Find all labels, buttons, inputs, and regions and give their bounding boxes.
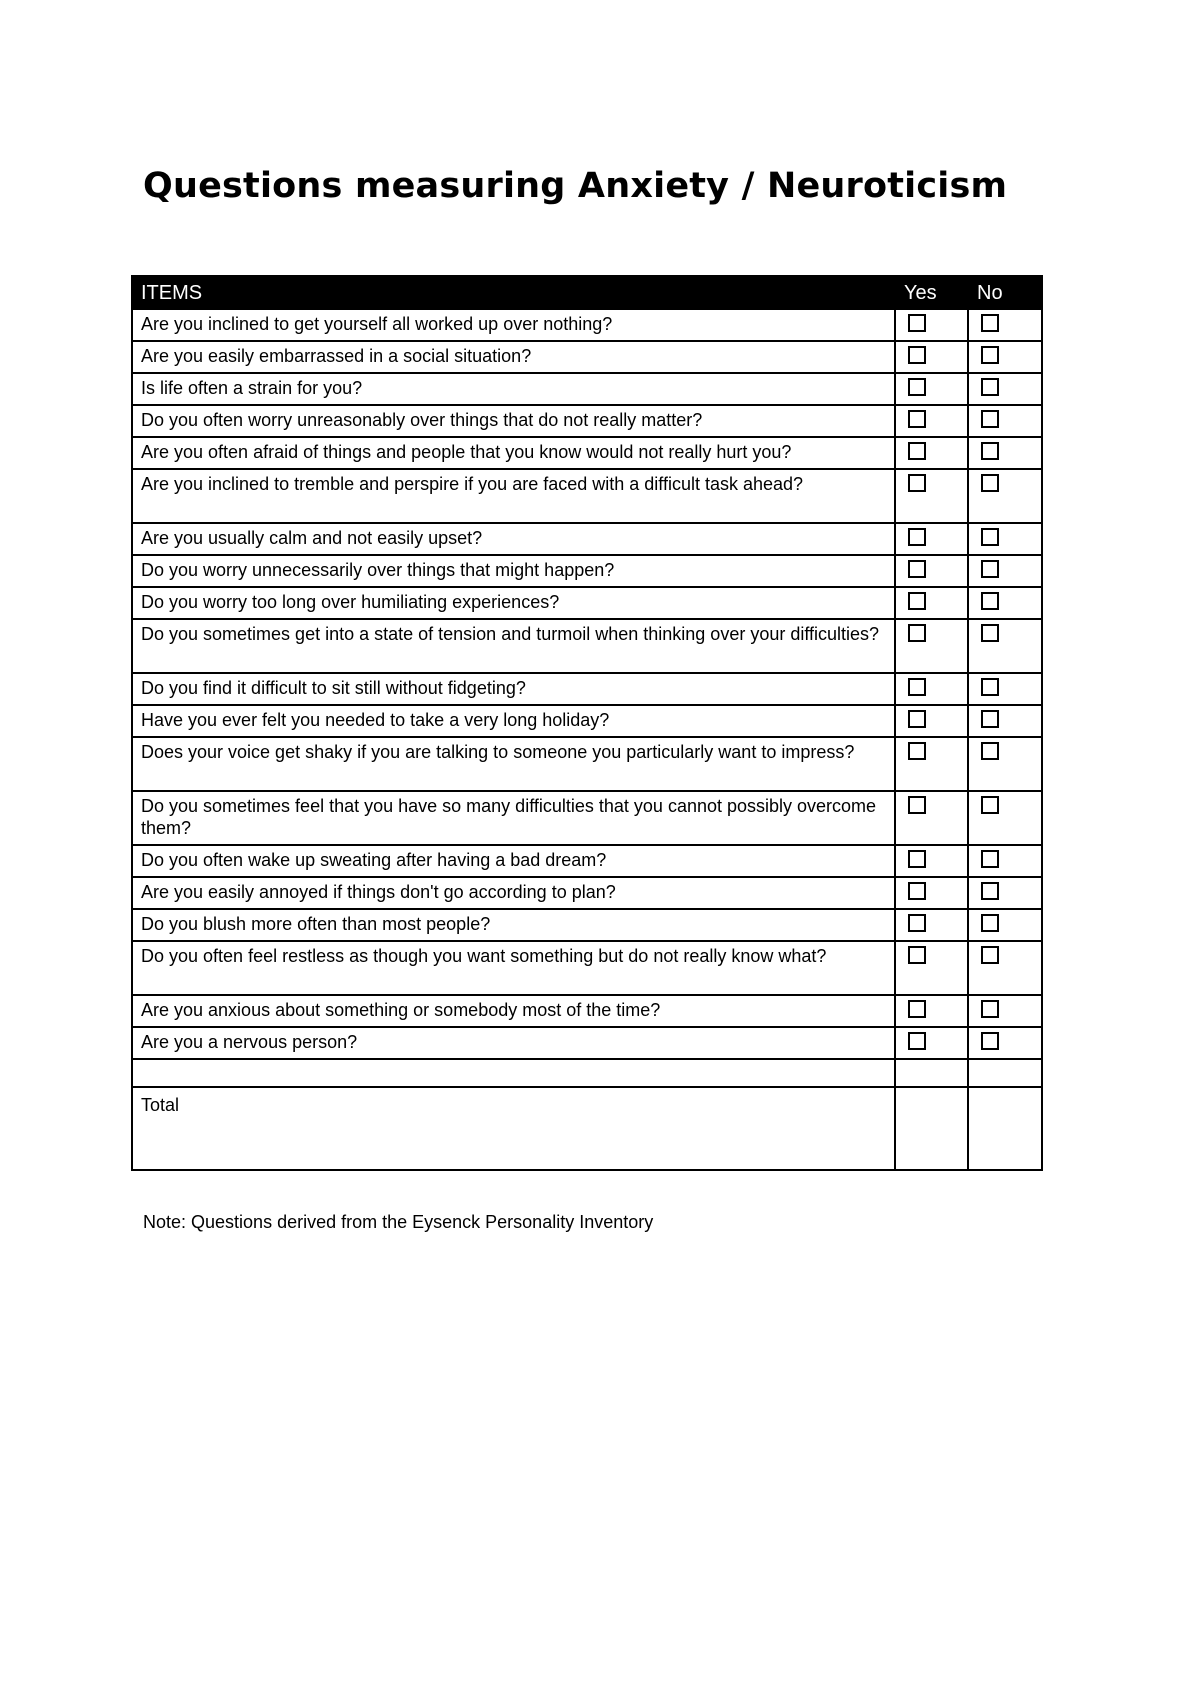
question-row: [132, 845, 1042, 877]
question-row: [132, 877, 1042, 909]
question-text: Does your voice get shaky if you are talking to someone you particularly want to impress?: [132, 737, 895, 791]
question-text: Do you find it difficult to sit still without fidgeting?: [132, 673, 895, 705]
no-cell: [968, 523, 1042, 555]
yes-checkbox[interactable]: [908, 442, 926, 460]
no-cell: [968, 619, 1042, 673]
yes-cell: [895, 941, 968, 995]
question-text: Do you often worry unreasonably over things that do not really matter?: [132, 405, 895, 437]
question-row: [132, 619, 1042, 673]
no-checkbox[interactable]: [981, 410, 999, 428]
question-text: Do you worry too long over humiliating experiences?: [132, 587, 895, 619]
items-column-header: ITEMS: [132, 276, 895, 309]
yes-cell: [895, 705, 968, 737]
question-text: Do you sometimes get into a state of tension and turmoil when thinking over your difficulties?: [132, 619, 895, 673]
question-row: [132, 405, 1042, 437]
yes-cell: [895, 877, 968, 909]
questionnaire-table: [131, 275, 1043, 1171]
question-row: [132, 1027, 1042, 1059]
no-cell: [968, 587, 1042, 619]
yes-cell: [895, 309, 968, 341]
table-header-row: [132, 276, 1042, 309]
question-row: [132, 437, 1042, 469]
no-checkbox[interactable]: [981, 1032, 999, 1050]
question-text: Are you anxious about something or somebody most of the time?: [132, 995, 895, 1027]
yes-cell: [895, 341, 968, 373]
blank-row: [132, 1059, 1042, 1087]
no-cell: [968, 673, 1042, 705]
no-checkbox[interactable]: [981, 914, 999, 932]
question-row: [132, 587, 1042, 619]
yes-checkbox[interactable]: [908, 742, 926, 760]
question-row: [132, 737, 1042, 791]
question-text: Are you inclined to tremble and perspire if you are faced with a difficult task ahead?: [132, 469, 895, 523]
no-cell: [968, 845, 1042, 877]
yes-cell: [895, 405, 968, 437]
yes-checkbox[interactable]: [908, 914, 926, 932]
no-cell: [968, 437, 1042, 469]
question-text: Are you usually calm and not easily upset?: [132, 523, 895, 555]
yes-checkbox[interactable]: [908, 560, 926, 578]
question-row: [132, 705, 1042, 737]
question-text: Have you ever felt you needed to take a very long holiday?: [132, 705, 895, 737]
question-row: [132, 373, 1042, 405]
yes-checkbox[interactable]: [908, 378, 926, 396]
total-row: [132, 1087, 1042, 1170]
no-cell: [968, 309, 1042, 341]
yes-checkbox[interactable]: [908, 678, 926, 696]
question-text: Do you worry unnecessarily over things that might happen?: [132, 555, 895, 587]
question-row: [132, 941, 1042, 995]
no-checkbox[interactable]: [981, 474, 999, 492]
yes-total-cell[interactable]: [895, 1087, 968, 1170]
page-title: Questions measuring Anxiety / Neuroticism: [143, 166, 1008, 206]
question-text: Do you often wake up sweating after having a bad dream?: [132, 845, 895, 877]
no-checkbox[interactable]: [981, 442, 999, 460]
yes-checkbox[interactable]: [908, 710, 926, 728]
yes-column-header: Yes: [895, 276, 968, 309]
blank-cell: [895, 1059, 968, 1087]
no-checkbox[interactable]: [981, 346, 999, 364]
yes-cell: [895, 995, 968, 1027]
no-cell: [968, 995, 1042, 1027]
no-cell: [968, 1027, 1042, 1059]
yes-cell: [895, 909, 968, 941]
blank-cell: [968, 1059, 1042, 1087]
yes-checkbox[interactable]: [908, 1032, 926, 1050]
yes-cell: [895, 469, 968, 523]
no-cell: [968, 877, 1042, 909]
no-column-header: No: [968, 276, 1042, 309]
no-checkbox[interactable]: [981, 946, 999, 964]
question-text: Do you sometimes feel that you have so many difficulties that you cannot possibly overcome them?: [132, 791, 895, 845]
question-row: [132, 469, 1042, 523]
no-cell: [968, 555, 1042, 587]
yes-checkbox[interactable]: [908, 346, 926, 364]
no-cell: [968, 791, 1042, 845]
no-checkbox[interactable]: [981, 624, 999, 642]
yes-checkbox[interactable]: [908, 850, 926, 868]
no-checkbox[interactable]: [981, 742, 999, 760]
no-checkbox[interactable]: [981, 314, 999, 332]
total-label: Total: [132, 1087, 895, 1170]
yes-cell: [895, 619, 968, 673]
yes-checkbox[interactable]: [908, 474, 926, 492]
yes-checkbox[interactable]: [908, 624, 926, 642]
blank-cell: [132, 1059, 895, 1087]
yes-checkbox[interactable]: [908, 796, 926, 814]
question-row: [132, 673, 1042, 705]
question-row: [132, 995, 1042, 1027]
yes-checkbox[interactable]: [908, 1000, 926, 1018]
no-cell: [968, 705, 1042, 737]
no-checkbox[interactable]: [981, 882, 999, 900]
no-checkbox[interactable]: [981, 560, 999, 578]
yes-checkbox[interactable]: [908, 592, 926, 610]
no-cell: [968, 941, 1042, 995]
question-text: Are you easily embarrassed in a social situation?: [132, 341, 895, 373]
no-cell: [968, 737, 1042, 791]
yes-checkbox[interactable]: [908, 528, 926, 546]
question-row: [132, 523, 1042, 555]
question-text: Are you inclined to get yourself all worked up over nothing?: [132, 309, 895, 341]
source-note: Note: Questions derived from the Eysenck Personality Inventory: [143, 1212, 654, 1232]
yes-checkbox[interactable]: [908, 946, 926, 964]
no-checkbox[interactable]: [981, 378, 999, 396]
question-text: Do you often feel restless as though you want something but do not really know what?: [132, 941, 895, 995]
yes-cell: [895, 437, 968, 469]
questions-body: [132, 309, 1042, 1170]
question-row: [132, 555, 1042, 587]
no-total-cell[interactable]: [968, 1087, 1042, 1170]
yes-cell: [895, 523, 968, 555]
yes-checkbox[interactable]: [908, 410, 926, 428]
yes-cell: [895, 791, 968, 845]
yes-cell: [895, 1027, 968, 1059]
no-cell: [968, 405, 1042, 437]
no-checkbox[interactable]: [981, 710, 999, 728]
question-row: [132, 341, 1042, 373]
yes-cell: [895, 555, 968, 587]
question-row: [132, 909, 1042, 941]
no-checkbox[interactable]: [981, 850, 999, 868]
no-cell: [968, 373, 1042, 405]
no-cell: [968, 341, 1042, 373]
no-checkbox[interactable]: [981, 678, 999, 696]
question-text: Are you a nervous person?: [132, 1027, 895, 1059]
yes-cell: [895, 673, 968, 705]
question-row: [132, 791, 1042, 845]
no-cell: [968, 469, 1042, 523]
yes-checkbox[interactable]: [908, 314, 926, 332]
question-text: Are you easily annoyed if things don't go according to plan?: [132, 877, 895, 909]
question-text: Are you often afraid of things and people that you know would not really hurt you?: [132, 437, 895, 469]
no-checkbox[interactable]: [981, 1000, 999, 1018]
no-cell: [968, 909, 1042, 941]
yes-checkbox[interactable]: [908, 882, 926, 900]
question-row: [132, 309, 1042, 341]
yes-cell: [895, 373, 968, 405]
question-text: Do you blush more often than most people?: [132, 909, 895, 941]
yes-cell: [895, 845, 968, 877]
yes-cell: [895, 587, 968, 619]
yes-cell: [895, 737, 968, 791]
no-checkbox[interactable]: [981, 592, 999, 610]
no-checkbox[interactable]: [981, 796, 999, 814]
no-checkbox[interactable]: [981, 528, 999, 546]
question-text: Is life often a strain for you?: [132, 373, 895, 405]
